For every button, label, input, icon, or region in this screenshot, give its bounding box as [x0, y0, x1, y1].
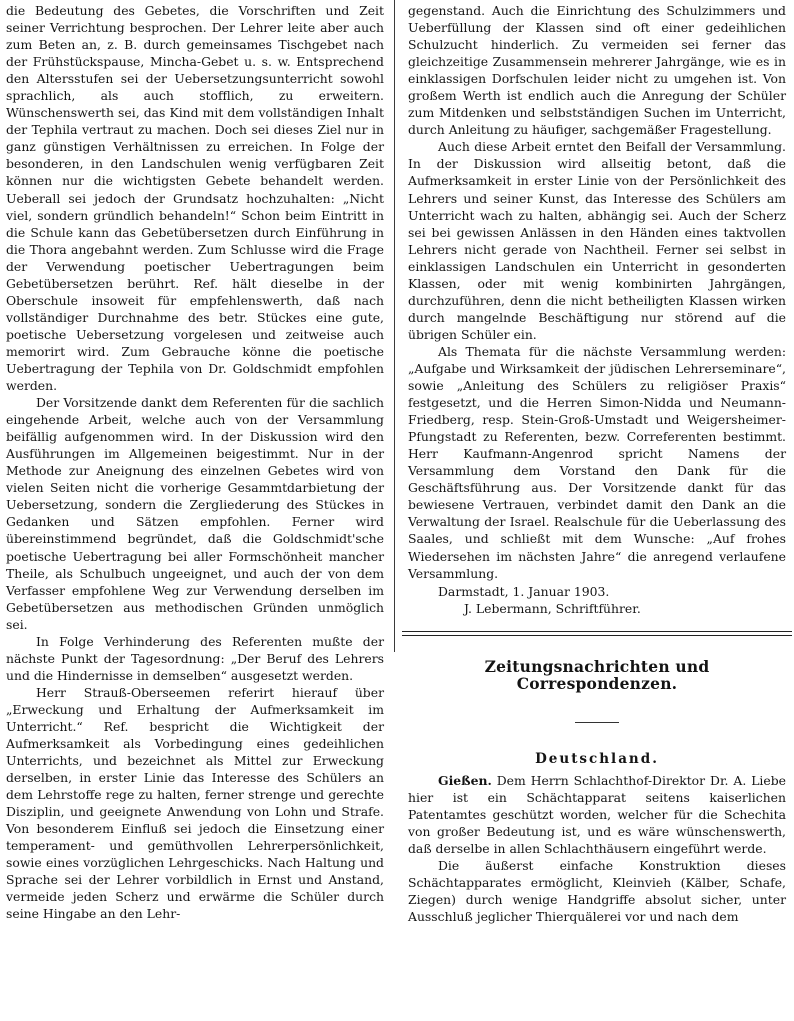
- date-line: Darmstadt, 1. Januar 1903.: [438, 583, 610, 599]
- author-signature: J. Lebermann, Schriftführer.: [464, 600, 641, 616]
- section-divider: [402, 631, 792, 636]
- news-paragraph-2: Die äußerst einfache Konstruktion dieses Schächtapparates ermöglicht, Kleinvieh (Kälber, Schafe, Ziegen) durch wenige Handgriffe absolut sicher, unter Ausschluß jeglicher Thierquälerei vor und nach dem: [408, 858, 786, 925]
- section-heading: Zeitungsnachrichten und Correspondenzen.: [484, 656, 710, 693]
- country-heading: Deutschland.: [535, 750, 659, 767]
- left-column: [6, 2, 384, 923]
- news-text-1: Dem Herrn Schlachthof-Direktor Dr. A. Liebe hier ist ein Schächtapparat seitens kaiserlichen Patentamtes geschützt worden, welcher für die Schechita von großer Bedeutung ist, und es wäre wünschenswerth, daß derselbe in allen Schlachthäusern eingeführt werde.: [408, 772, 786, 857]
- short-divider: [575, 722, 619, 723]
- left-paragraph-3: In Folge Verhinderung des Referenten mußte der nächste Punkt der Tagesordnung: „Der Beruf des Lehrers und die Hindernisse in demselben“ ausgesetzt werden.: [6, 633, 384, 683]
- news-paragraph-1: [408, 772, 786, 857]
- left-paragraph-2: Der Vorsitzende dankt dem Referenten für die sachlich eingehende Arbeit, welche auch von der Versammlung beifällig aufgenommen wird. In der Diskussion wird den Ausführungen im Allgemeinen beigestimmt. Nur in der Methode zur Aneignung des einzelnen Gebetes wird von vielen Seiten nicht die vorherige Gesammtdarbietung der Uebersetzung, sondern die Zergliederung des Stückes in Gedanken und Sätzen empfohlen. Ferner wird übereinstimmend begründet, daß die Goldschmidt'sche poetische Uebertragung bei aller Formschönheit mancher Theile, als Schulbuch ungeeignet, und auch der von dem Verfasser empfohlene Weg zur Verwendung derselben im Gebetübersetzen aus methodischen Gründen unmöglich sei.: [6, 395, 384, 632]
- right-column: [408, 2, 786, 925]
- right-paragraph-2: Auch diese Arbeit erntet den Beifall der Versammlung. In der Diskussion wird allseitig betont, daß die Aufmerksamkeit in erster Linie von der Persönlichkeit des Lehrers und seiner Kunst, das Interesse des Schülers am Unterricht wach zu halten, abhängig sei. Auch der Scherz sei bei gewissen Anlässen in den Händen eines taktvollen Lehrers nicht gerade von Nachtheil. Ferner sei selbst in einklassigen Landschulen ein Unterricht in gesonderten Klassen, oder mit wenig kombinirten Jahrgängen, durchzuführen, denn die nicht betheiligten Klassen wirken durch mangelnde Beschäftigung nur störend auf die übrigen Schüler ein.: [408, 139, 786, 342]
- left-paragraph-1: die Bedeutung des Gebetes, die Vorschriften und Zeit seiner Verrichtung besprochen. Der Lehrer leite aber auch zum Beten an, z. B. durch gemeinsames Tischgebet nach der Frühstückspause, Mincha-Gebet u. s. w. Entsprechend den Altersstufen sei der Uebersetzungsunterricht sowohl sprachlich, als auch stofflich, zu erweitern. Wünschenswerth sei, das Kind mit dem vollständigen Inhalt der Tephila vertraut zu machen. Doch sei dieses Ziel nur in ganz günstigen Verhältnissen zu erreichen. In Folge der besonderen, in den Landschulen wenig verfügbaren Zeit können nur die wichtigsten Gebete behandelt werden. Ueberall sei jedoch der Grundsatz hochzuhalten: „Nicht viel, sondern gründlich behandeln!“ Schon beim Eintritt in die Schule kann das Gebetübersetzen durch Einführung in die Thora angebahnt werden. Zum Schlusse wird die Frage der Verwendung poetischer Uebertragungen beim Gebetübersetzen berührt. Ref. hält dieselbe in der Oberschule insoweit für empfehlenswerth, daß nach vollständiger Durchnahme des betr. Stückes eine gute, poetische Uebersetzung vorgelesen und zeitweise auch memorirt wird. Zum Gebrauche könne die poetische Uebertragung der Tephila von Dr. Goldschmidt empfohlen werden.: [6, 3, 384, 394]
- right-paragraph-1: gegenstand. Auch die Einrichtung des Schulzimmers und Ueberfüllung der Klassen sind oft einer gedeihlichen Schulzucht hinderlich. Zu vermeiden sei ferner das gleichzeitige Zusammensein mehrerer Jahrgänge, wie es in einklassigen Dorfschulen leider nicht zu umgehen ist. Von großem Werth ist endlich auch die Anregung der Schüler zum Mitdenken und selbstständigen Suchen im Unterricht, durch Anleitung zu häufiger, sachgemäßer Fragestellung.: [408, 3, 786, 138]
- news-place: Gießen.: [438, 772, 492, 788]
- column-divider: [394, 0, 395, 652]
- left-paragraph-4: Herr Strauß-Oberseemen referirt hierauf über „Erweckung und Erhaltung der Aufmerksamkeit im Unterricht.“ Ref. bespricht die Wichtigkeit der Aufmerksamkeit als Vorbedingung eines gedeihlichen Unterrichts, und bezeichnet als Mittel zur Erweckung derselben, in erster Linie das Interesse des Schülers an dem Lehrstoffe rege zu halten, ferner strenge und gerechte Disziplin, und geeignete Anwendung von Lohn und Strafe. Von besonderem Einfluß sei jedoch die Einsetzung einer temperament- und gemüthvollen Lehrerpersönlichkeit, sowie eines vorzüglichen Lehrgeschicks. Nach Haltung und Sprache sei der Lehrer vorbildlich in Ernst und Anstand, vermeide jeden Scherz und erwärme die Schüler durch seine Hingabe an den Lehr-: [6, 684, 384, 922]
- right-paragraph-3: Als Themata für die nächste Versammlung werden: „Aufgabe und Wirksamkeit der jüdischen Lehrerseminare“, sowie „Anleitung des Schülers zu religiöser Praxis“ festgesetzt, und die Herren Simon-Nidda und Neumann-Friedberg, resp. Stein-Groß-Umstadt und Weigersheimer-Pfungstadt zu Referenten, bezw. Correferenten bestimmt. Herr Kaufmann-Angenrod spricht Namens der Versammlung dem Vorstand den Dank für die Geschäftsführung aus. Der Vorsitzende dankt für das bewiesene Vertrauen, verbindet damit den Dank an die Verwaltung der Israel. Realschule für die Ueberlassung des Saales, und schließt mit dem Wunsche: „Auf frohes Wiedersehen im nächsten Jahre“ die anregend verlaufene Versammlung.: [408, 343, 786, 581]
